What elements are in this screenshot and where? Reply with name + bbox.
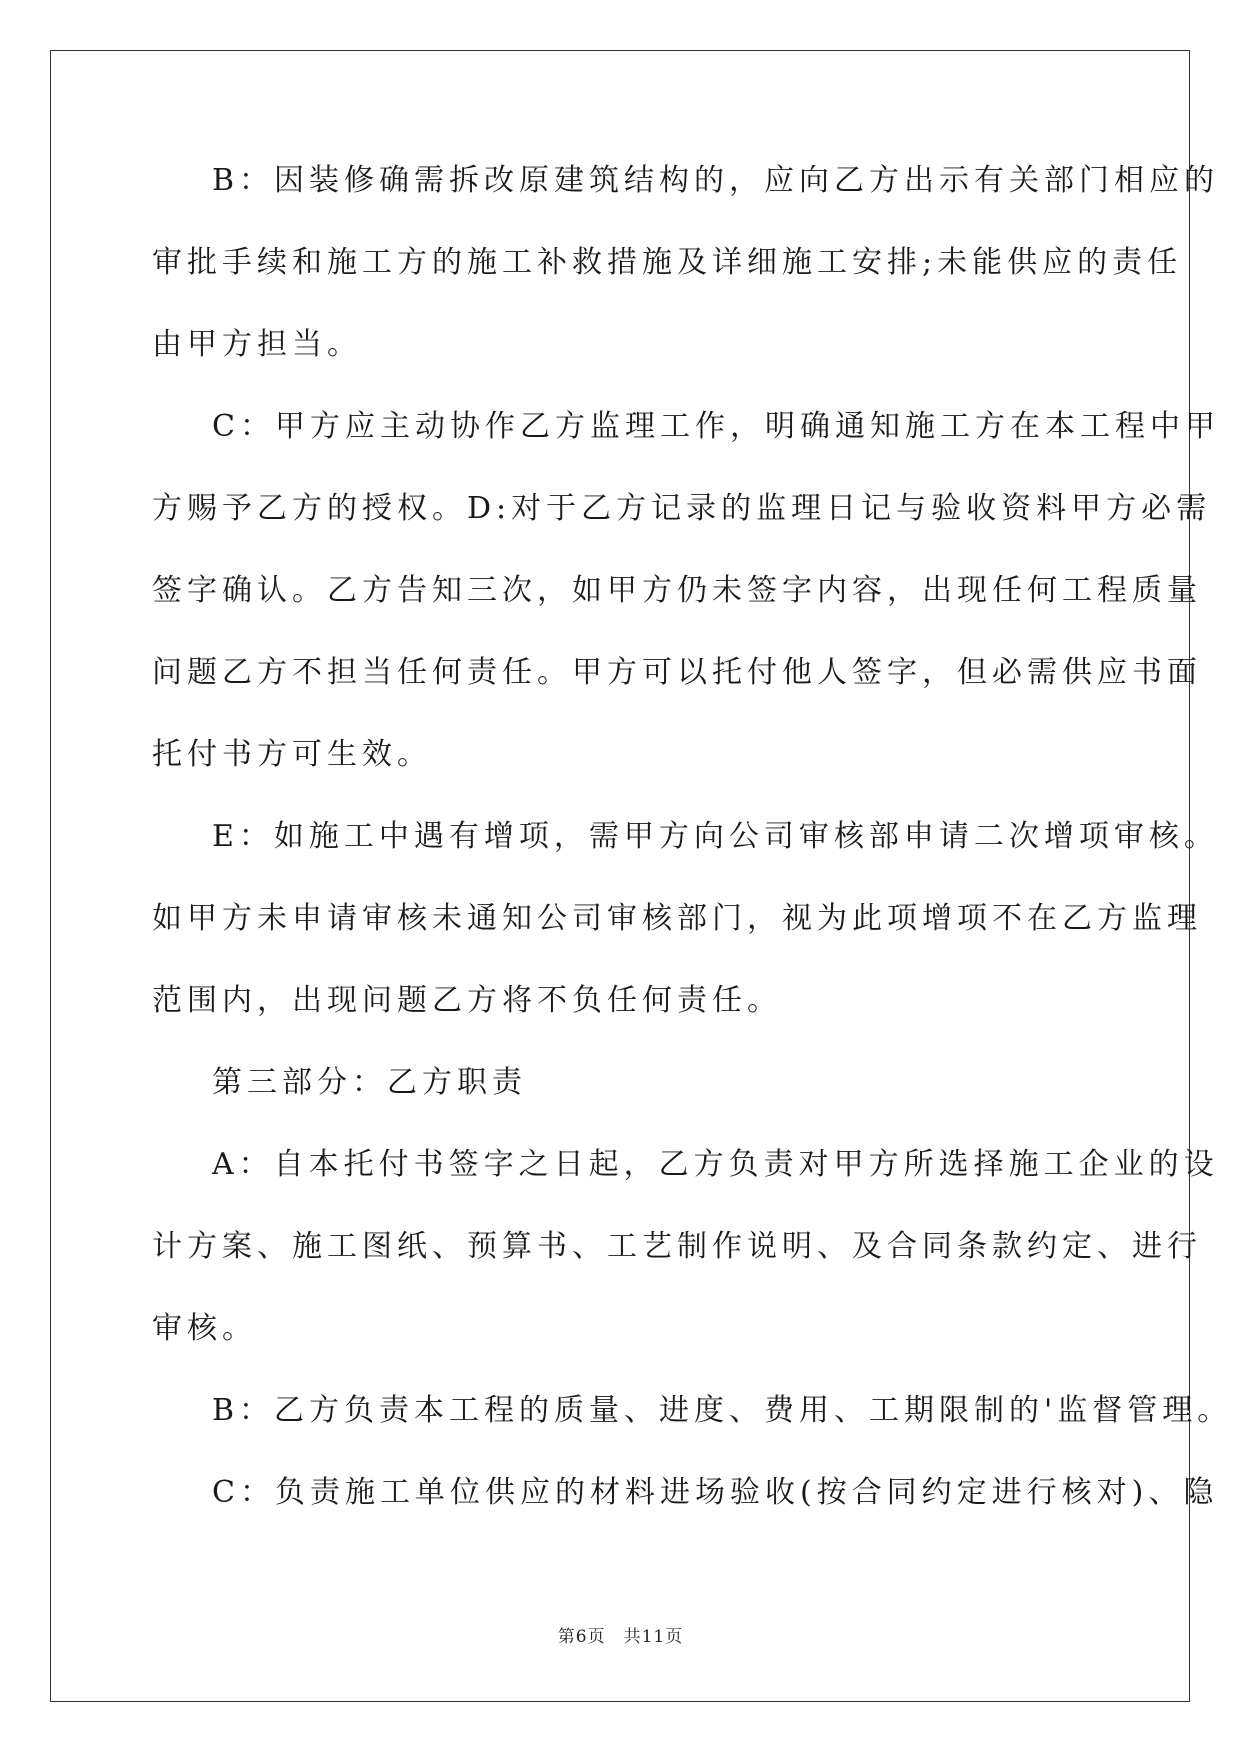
paragraph-line: 托付书方可生效。 xyxy=(152,737,432,772)
paragraph-line: C：甲方应主动协作乙方监理工作，明确通知施工方在本工程中甲 xyxy=(212,409,1220,444)
paragraph-line: 审核。 xyxy=(152,1311,257,1346)
paragraph-line: A：自本托付书签字之日起，乙方负责对甲方所选择施工企业的设 xyxy=(212,1147,1219,1182)
paragraph-line: 方赐予乙方的授权。D:对于乙方记录的监理日记与验收资料甲方必需 xyxy=(152,491,1212,526)
paragraph-line: 问题乙方不担当任何责任。甲方可以托付他人签字，但必需供应书面 xyxy=(152,655,1202,690)
section-heading: 第三部分：乙方职责 xyxy=(212,1065,527,1100)
paragraph-line: 范围内，出现问题乙方将不负任何责任。 xyxy=(152,983,782,1018)
page-number: 第6页 xyxy=(557,1627,606,1647)
paragraph-line: E：如施工中遇有增项，需甲方向公司审核部申请二次增项审核。 xyxy=(212,819,1219,854)
document-body xyxy=(152,163,1233,1558)
paragraph-line: B：乙方负责本工程的质量、进度、费用、工期限制的'监督管理。 xyxy=(212,1393,1233,1428)
page-footer xyxy=(0,1622,1241,1647)
paragraph-line: 计方案、施工图纸、预算书、工艺制作说明、及合同条款约定、进行 xyxy=(152,1229,1202,1264)
paragraph-line: 签字确认。乙方告知三次，如甲方仍未签字内容，出现任何工程质量 xyxy=(152,573,1202,608)
paragraph-line: B：因装修确需拆改原建筑结构的，应向乙方出示有关部门相应的 xyxy=(212,163,1220,198)
paragraph-line: 审批手续和施工方的施工补救措施及详细施工安排;未能供应的责任 xyxy=(152,245,1183,280)
paragraph-line: C：负责施工单位供应的材料进场验收(按合同约定进行核对)、隐 xyxy=(212,1475,1219,1510)
page-total: 共11页 xyxy=(623,1627,684,1647)
paragraph-line: 由甲方担当。 xyxy=(152,327,362,362)
paragraph-line: 如甲方未申请审核未通知公司审核部门，视为此项增项不在乙方监理 xyxy=(152,901,1202,936)
